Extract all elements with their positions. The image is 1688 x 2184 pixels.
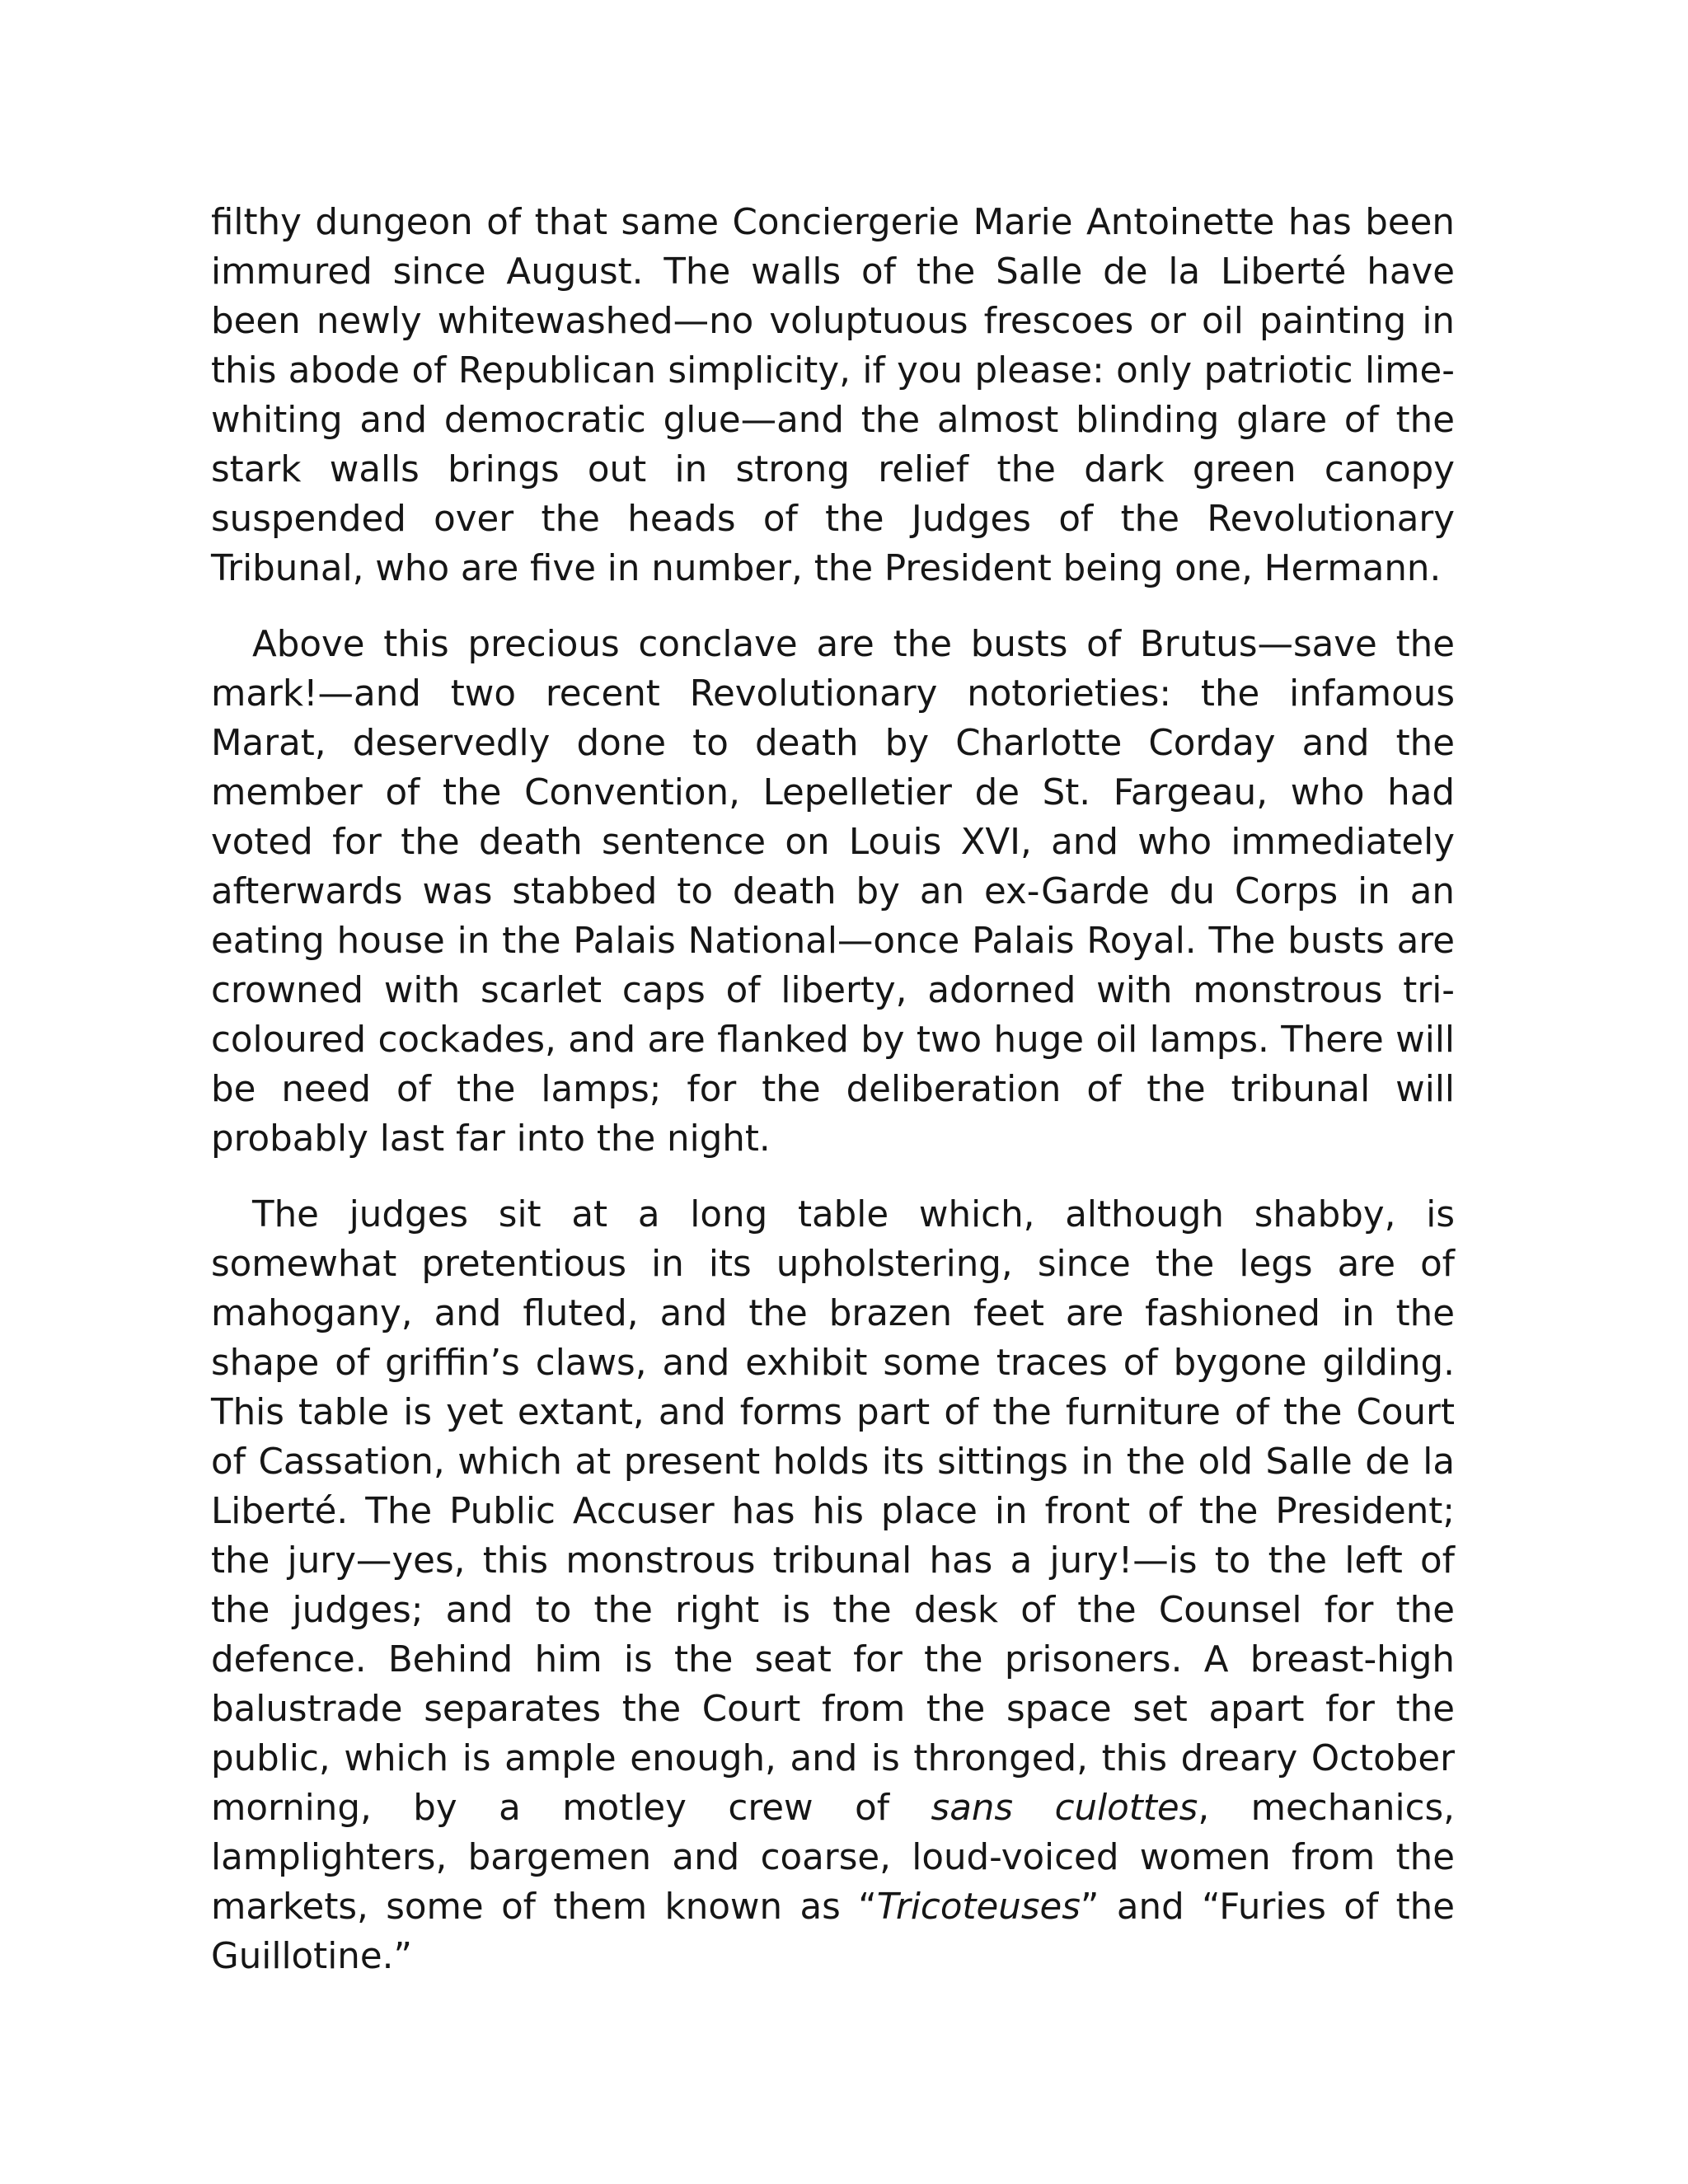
paragraph-3-italic-tricoteuses: Tricoteuses [876,1886,1081,1928]
paragraph-2 [211,620,1455,1164]
paragraph-3 [211,1190,1455,1981]
paragraph-3-text-b: , mechanics, lamplighters, bargemen and coarse, loud-voiced women from the markets, some of them known as “ [211,1788,1455,1928]
paragraph-1 [211,198,1455,593]
paragraph-3-text-a: The judges sit at a long table which, although shabby, is somewhat pretentious in its upholstering, since the legs are of mahogany, and fluted, and the brazen feet are fashioned in the shape of griffin’s claws, and exhibit some traces of bygone gilding. This table is yet extant, and forms part of the furniture of the Court of Cassation, which at present holds its sittings in the old Salle de la Liberté. The Public Accuser has his place in front of the President; the jury—yes, this monstrous tribunal has a jury!—is to the left of the judges; and to the right is the desk of the Counsel for the defence. Behind him is the seat for the prisoners. A breast-high balustrade separates the Court from the space set apart for the public, which is ample enough, and is thronged, this dreary October morning, by a motley crew of [211,1194,1455,1829]
paragraph-3-italic-sans-culottes: sans culottes [931,1788,1198,1829]
paragraph-1-text: filthy dungeon of that same Conciergerie Marie Antoinette has been immured since August. The walls of the Salle de la Liberté have been newly whitewashed—no voluptuous frescoes or oil painting in this abode of Republican simplicity, if you please: only patriotic lime-whiting and democratic glue—and the almost blinding glare of the stark walls brings out in strong relief the dark green canopy suspended over the heads of the Judges of the Revolutionary Tribunal, who are five in number, the President being one, Hermann. [211,202,1455,589]
paragraph-3-text-c: ” and “Furies of the Guillotine.” [211,1886,1456,1977]
paragraph-2-text: Above this precious conclave are the busts of Brutus—save the mark!—and two recent Revolutionary notorieties: the infamous Marat, deservedly done to death by Charlotte Corday and the member of the Convention, Lepelletier de St. Fargeau, who had voted for the death sentence on Louis XVI, and who immediately afterwards was stabbed to death by an ex-Garde du Corps in an eating house in the Palais National—once Palais Royal. The busts are crowned with scarlet caps of liberty, adorned with monstrous tri-coloured cockades, and are flanked by two huge oil lamps. There will be need of the lamps; for the deliberation of the tribunal will probably last far into the night. [211,624,1455,1160]
body-text [211,198,1455,1981]
